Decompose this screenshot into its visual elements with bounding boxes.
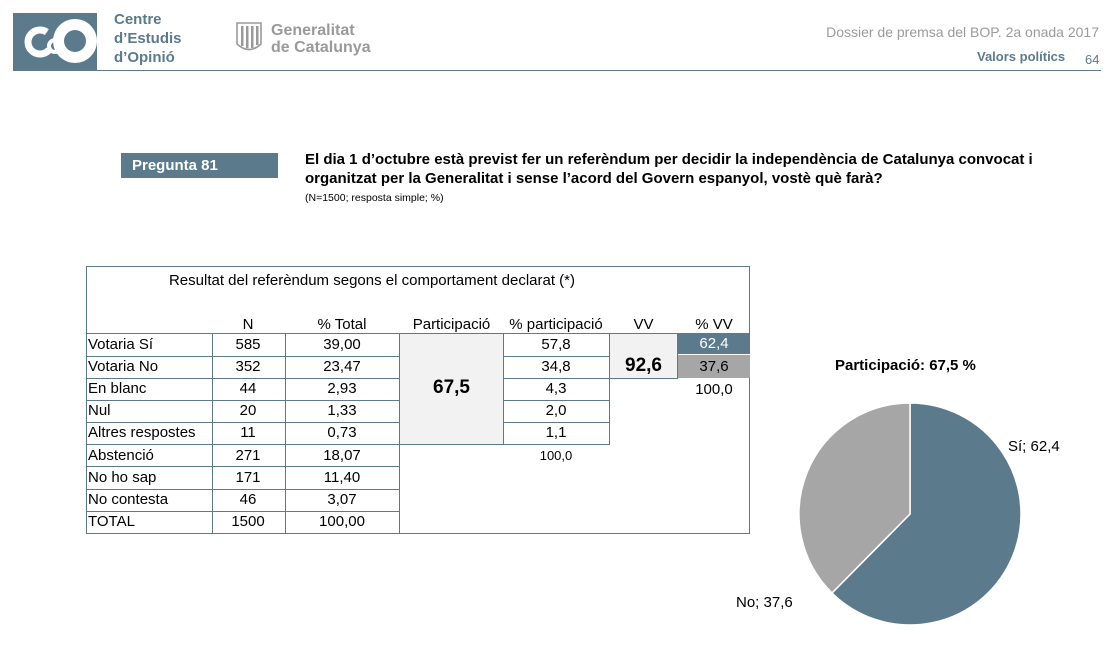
row-total: 11,40 xyxy=(323,469,361,486)
row-total: 0,73 xyxy=(327,424,357,441)
pct-vv-si: 62,4 xyxy=(678,333,750,355)
pie-chart xyxy=(780,390,1040,640)
grid-line xyxy=(399,333,400,533)
header-vv: VV xyxy=(633,316,654,333)
row-label: Abstenció xyxy=(88,447,154,464)
pct-participacio-value: 1,1 xyxy=(545,424,567,441)
row-n: 46 xyxy=(239,491,257,508)
row-total: 3,07 xyxy=(327,491,357,508)
row-n: 1500 xyxy=(231,513,265,530)
pct-vv-no: 37,6 xyxy=(678,355,750,378)
header-divider xyxy=(13,70,1101,71)
pct-vv-total: 100,0 xyxy=(695,381,733,398)
row-total: 100,00 xyxy=(319,513,365,530)
row-n: 11 xyxy=(240,424,256,441)
row-total: 1,33 xyxy=(327,402,357,419)
grid-line xyxy=(503,444,609,445)
generalitat-emblem-icon xyxy=(236,22,262,54)
row-total: 2,93 xyxy=(327,380,357,397)
row-label: Votaria No xyxy=(88,358,159,375)
header-participacio: Participació xyxy=(412,316,491,333)
grid-line xyxy=(609,333,610,445)
generalitat-name: Generalitat de Catalunya xyxy=(271,22,371,56)
row-total: 39,00 xyxy=(323,336,361,353)
row-n: 352 xyxy=(235,358,261,375)
section-title: Valors polítics xyxy=(977,49,1066,64)
ceo-logo xyxy=(13,13,97,70)
page-number: 64 xyxy=(1085,52,1100,67)
row-label: TOTAL xyxy=(88,513,135,530)
grid-line xyxy=(400,333,503,334)
participacio-value: 67,5 xyxy=(433,377,470,398)
pct-participacio-total: 100,0 xyxy=(539,448,573,463)
row-label: No contesta xyxy=(88,491,169,508)
pie-title: Participació: 67,5 % xyxy=(835,357,976,374)
grid-line xyxy=(400,444,503,445)
row-n: 171 xyxy=(235,469,261,486)
row-n: 271 xyxy=(235,447,261,464)
row-label: No ho sap xyxy=(88,469,157,486)
row-label: Nul xyxy=(88,402,111,419)
ceo-name: Centre d’Estudis d’Opinió xyxy=(114,11,182,66)
pct-participacio-value: 57,8 xyxy=(541,336,571,353)
row-total: 18,07 xyxy=(323,447,361,464)
pct-participacio-value: 34,8 xyxy=(541,358,571,375)
table-title: Resultat del referèndum segons el comportament declarat (*) xyxy=(168,272,576,289)
header-pct-vv: % VV xyxy=(695,316,733,333)
row-n: 44 xyxy=(239,380,257,397)
row-label: Altres respostes xyxy=(88,424,196,441)
pct-participacio-value: 4,3 xyxy=(545,380,567,397)
row-total: 23,47 xyxy=(323,358,361,375)
header-total: % Total xyxy=(317,316,367,333)
pct-participacio-value: 2,0 xyxy=(545,402,567,419)
vv-value: 92,6 xyxy=(625,355,662,376)
row-label: Votaria Sí xyxy=(88,336,154,353)
pie-label-no: No; 37,6 xyxy=(736,594,793,611)
question-note: (N=1500; resposta simple; %) xyxy=(305,192,444,204)
question-text: El dia 1 d’octubre està previst fer un referèndum per decidir la independència de Catalunya convocat i organitzat per la Generalitat i sense l’acord del Govern espanyol, vostè què farà? xyxy=(305,151,1033,187)
row-n: 20 xyxy=(239,402,257,419)
header-n: N xyxy=(242,316,254,333)
header-pct-participacio: % participació xyxy=(509,316,603,333)
dossier-title: Dossier de premsa del BOP. 2a onada 2017 xyxy=(826,24,1099,40)
pie-label-si: Sí; 62,4 xyxy=(1008,438,1060,455)
row-label: En blanc xyxy=(88,380,147,397)
question-label: Pregunta 81 xyxy=(121,153,278,178)
row-n: 585 xyxy=(235,336,261,353)
